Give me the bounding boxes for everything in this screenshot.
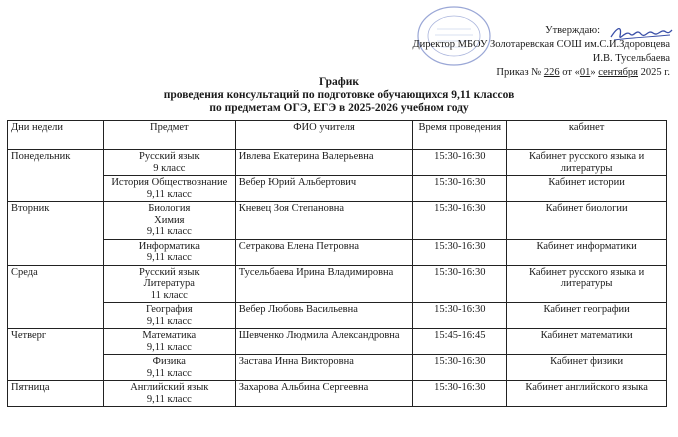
director-name: И.В. Тусельбаева <box>592 53 670 64</box>
time-cell: 15:30-16:30 <box>413 202 507 240</box>
header-time: Время проведения <box>413 121 507 150</box>
subject-line: Русский язык <box>139 266 200 278</box>
table-header-row <box>8 121 667 150</box>
subject-line: 11 класс <box>150 289 188 301</box>
table-row <box>8 355 667 381</box>
room-cell: Кабинет физики <box>507 355 667 381</box>
room-cell: Кабинет информатики <box>507 239 667 265</box>
title-line-2: проведения консультаций по подготовке обучающихся 9,11 классов <box>163 89 515 101</box>
header-day: Дни недели <box>8 121 104 150</box>
subject-line: География <box>145 304 193 315</box>
day-cell: Пятница <box>8 381 104 407</box>
table-row <box>8 303 667 329</box>
order-prefix: Приказ № <box>496 67 542 78</box>
order-day: 01 <box>579 67 591 78</box>
header-room: кабинет <box>507 121 667 150</box>
room-cell: Кабинет русского языка и литературы <box>507 265 667 303</box>
subject-line: 9,11 класс <box>146 367 192 379</box>
room-cell: Кабинет географии <box>507 303 667 329</box>
order-from: от « <box>562 67 580 78</box>
order-year: 2025 г. <box>640 67 670 78</box>
subject-line: История Обществознание <box>111 177 228 188</box>
subject-line: Биология <box>148 203 191 214</box>
time-cell: 15:30-16:30 <box>413 355 507 381</box>
subject-line: 9,11 класс <box>146 188 192 200</box>
subject-line: Литература <box>143 278 195 289</box>
time-cell: 15:45-16:45 <box>413 329 507 355</box>
subject-line: 9,11 класс <box>146 252 192 263</box>
table-row <box>8 329 667 355</box>
table-row <box>8 202 667 240</box>
room-cell: Кабинет русского языка и литературы <box>507 150 667 176</box>
director-line: Директор МБОУ Золотаревская СОШ им.С.И.Здоровцева <box>412 39 670 50</box>
day-cell: Среда <box>8 265 104 329</box>
subject-line: 9,11 класс <box>146 226 192 237</box>
subject-cell <box>103 202 235 240</box>
subject-cell <box>103 303 235 329</box>
time-cell: 15:30-16:30 <box>413 381 507 407</box>
subject-line: Химия <box>154 214 185 226</box>
schedule-table <box>7 120 667 407</box>
table-row <box>8 150 667 176</box>
room-cell: Кабинет математики <box>507 329 667 355</box>
subject-line: Английский язык <box>130 382 209 393</box>
approval-block <box>370 24 670 80</box>
day-cell: Четверг <box>8 329 104 381</box>
table-row <box>8 176 667 202</box>
teacher-cell: Тусельбаева Ирина Владимировна <box>235 265 413 303</box>
teacher-cell: Шевченко Людмила Александровна <box>235 329 413 355</box>
subject-line: Информатика <box>138 240 200 252</box>
time-cell: 15:30-16:30 <box>413 265 507 303</box>
teacher-cell: Сетракова Елена Петровна <box>235 239 413 265</box>
approved-label: Утверждаю: <box>545 25 600 36</box>
teacher-cell: Ивлева Екатерина Валерьевна <box>235 150 413 176</box>
time-cell: 15:30-16:30 <box>413 303 507 329</box>
subject-cell <box>103 150 235 176</box>
room-cell: Кабинет английского языка <box>507 381 667 407</box>
subject-cell <box>103 355 235 381</box>
time-cell: 15:30-16:30 <box>413 176 507 202</box>
subject-cell <box>103 329 235 355</box>
table-row <box>8 381 667 407</box>
header-subject: Предмет <box>103 121 235 150</box>
day-cell: Вторник <box>8 202 104 266</box>
teacher-cell: Вебер Юрий Альбертович <box>235 176 413 202</box>
subject-line: 9 класс <box>153 162 186 174</box>
teacher-cell: Вебер Любовь Васильевна <box>235 303 413 329</box>
subject-cell <box>103 176 235 202</box>
header-teacher: ФИО учителя <box>235 121 413 150</box>
teacher-cell: Захарова Альбина Сергеевна <box>235 381 413 407</box>
day-cell: Понедельник <box>8 150 104 202</box>
title-line-3: по предметам ОГЭ, ЕГЭ в 2025-2026 учебном году <box>209 102 469 114</box>
subject-cell <box>103 381 235 407</box>
teacher-cell: Застава Инна Викторовна <box>235 355 413 381</box>
room-cell: Кабинет истории <box>507 176 667 202</box>
subject-cell <box>103 265 235 303</box>
document-title <box>0 76 678 115</box>
order-number: 226 <box>543 67 560 78</box>
subject-cell <box>103 239 235 265</box>
subject-line: 9,11 класс <box>146 393 192 405</box>
subject-line: 9,11 класс <box>146 341 192 353</box>
subject-line: 9,11 класс <box>146 315 192 327</box>
order-mid: » <box>590 67 596 78</box>
room-cell: Кабинет биологии <box>507 202 667 240</box>
time-cell: 15:30-16:30 <box>413 239 507 265</box>
teacher-cell: Кневец Зоя Степановна <box>235 202 413 240</box>
title-line-1: График <box>319 76 359 88</box>
subject-line: Физика <box>152 356 186 367</box>
table-row <box>8 239 667 265</box>
subject-line: Математика <box>142 330 197 341</box>
time-cell: 15:30-16:30 <box>413 150 507 176</box>
subject-line: Русский язык <box>139 151 200 162</box>
table-row <box>8 265 667 303</box>
order-month: сентября <box>598 67 638 78</box>
